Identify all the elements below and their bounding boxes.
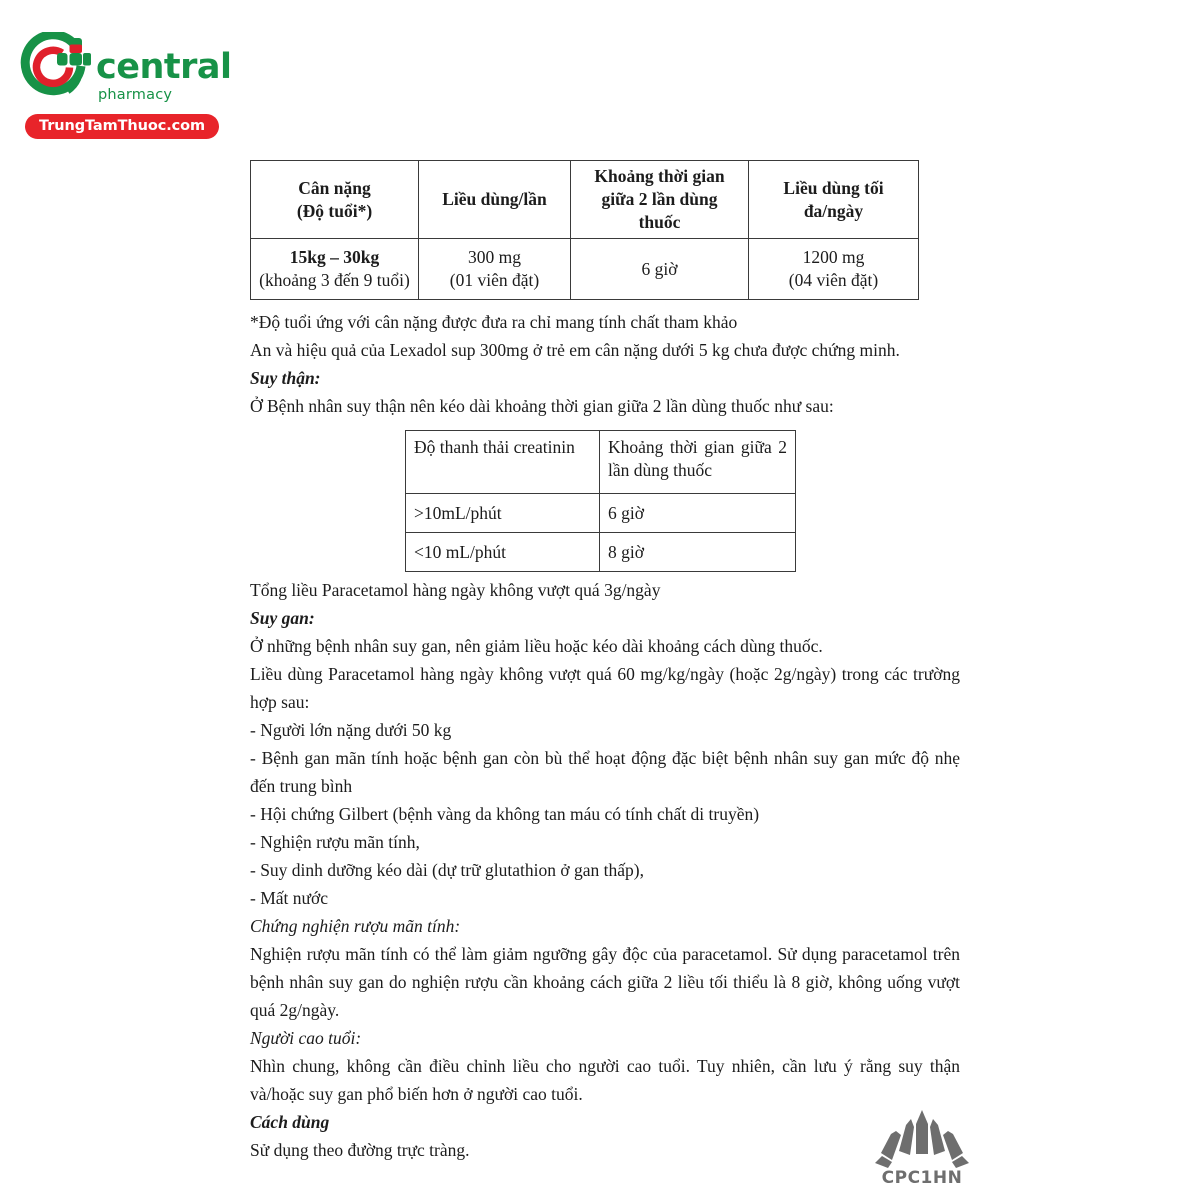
central-pharmacy-logo bbox=[12, 26, 232, 144]
hepatic-line-2: Liều dùng Paracetamol hàng ngày không vượt quá 60 mg/kg/ngày (hoặc 2g/ngày) trong các trường hợp sau: bbox=[250, 664, 960, 713]
table-header-row bbox=[406, 431, 796, 494]
header-interval-line3: thuốc bbox=[638, 212, 681, 233]
header-cell-interval bbox=[571, 161, 749, 239]
header-cell-weight bbox=[251, 161, 419, 239]
cell-clearance-value: <10 mL/phút bbox=[406, 533, 600, 572]
logo-brand-secondary: pharmacy bbox=[98, 87, 173, 103]
cell-dose-amount: 300 mg bbox=[468, 247, 521, 268]
cell-dose-units: (01 viên đặt) bbox=[449, 270, 540, 291]
heading-suy-than: Suy thận: bbox=[250, 368, 321, 389]
renal-total-daily-dose: Tổng liều Paracetamol hàng ngày không vượt quá 3g/ngày bbox=[250, 580, 661, 601]
header-cell-dosing-interval bbox=[600, 431, 796, 494]
header-dosing-interval-line2: lần dùng thuốc bbox=[608, 460, 713, 481]
hepatic-bullet-5: - Suy dinh dưỡng kéo dài (dự trữ glutathion ở gan thấp), bbox=[250, 860, 644, 881]
table-row bbox=[406, 494, 796, 533]
note-safety-under-5kg: An và hiệu quả của Lexadol sup 300mg ở trẻ em cân nặng dưới 5 kg chưa được chứng minh. bbox=[250, 340, 900, 361]
logo-wordmark bbox=[96, 47, 232, 103]
header-cell-max-dose bbox=[749, 161, 919, 239]
renal-interval-table bbox=[405, 430, 796, 572]
header-interval-line1: Khoảng thời gian bbox=[594, 166, 725, 186]
hepatic-bullet-1: - Người lớn nặng dưới 50 kg bbox=[250, 720, 452, 741]
table-row bbox=[251, 239, 919, 300]
cpc1hn-fan-icon bbox=[866, 1108, 978, 1170]
heading-suy-gan: Suy gan: bbox=[250, 608, 315, 629]
header-interval-line2: giữa 2 lần dùng bbox=[601, 189, 718, 210]
cell-interval: 6 giờ bbox=[571, 239, 749, 300]
cpc1hn-watermark-label: CPC1HN bbox=[881, 1168, 963, 1188]
dosage-table bbox=[250, 160, 919, 300]
central-pharmacy-circle-cross-icon bbox=[17, 32, 91, 106]
header-cell-dose bbox=[419, 161, 571, 239]
cpc1hn-watermark bbox=[866, 1108, 978, 1194]
cell-weight-range: 15kg – 30kg bbox=[289, 247, 380, 268]
header-weight-line1: Cân nặng bbox=[298, 177, 371, 198]
cell-max-dose-amount: 1200 mg bbox=[802, 247, 865, 268]
heading-chung-nghien-ruou: Chứng nghiện rượu mãn tính: bbox=[250, 916, 461, 937]
logo-brand-primary: central bbox=[96, 47, 232, 87]
footnote-age-reference: *Độ tuổi ứng với cân nặng được đưa ra chỉ mang tính chất tham khảo bbox=[250, 312, 738, 333]
heading-nguoi-cao-tuoi: Người cao tuổi: bbox=[250, 1028, 362, 1049]
hepatic-bullet-4: - Nghiện rượu mãn tính, bbox=[250, 832, 420, 853]
hepatic-bullet-2: - Bệnh gan mãn tính hoặc bệnh gan còn bù thể hoạt động đặc biệt bệnh nhân suy gan mức độ nhẹ đến trung bình bbox=[250, 748, 960, 797]
elderly-body-text: Nhìn chung, không cần điều chỉnh liều cho người cao tuổi. Tuy nhiên, cần lưu ý rằng suy thận và/hoặc suy gan phổ biến hơn ở người cao tuổi. bbox=[250, 1056, 960, 1105]
administration-body-text: Sử dụng theo đường trực tràng. bbox=[250, 1140, 470, 1161]
cell-max-dose-units: (04 viên đặt) bbox=[788, 270, 879, 291]
cell-weight-age: (khoảng 3 đến 9 tuổi) bbox=[259, 270, 410, 291]
trungtamthuoc-banner-label: TrungTamThuoc.com bbox=[39, 118, 205, 135]
cell-max-dose bbox=[749, 239, 919, 300]
header-cell-creatinine-clearance: Độ thanh thải creatinin bbox=[406, 431, 600, 494]
alcohol-body-text: Nghiện rượu mãn tính có thể làm giảm ngưỡng gây độc của paracetamol. Sử dụng paracetamol trên bệnh nhân suy gan do nghiện rượu cần khoảng cách giữa 2 liều tối thiểu là 8 giờ, không uống vượt quá 2g/ngày. bbox=[250, 944, 960, 1021]
heading-cach-dung: Cách dùng bbox=[250, 1112, 330, 1133]
document-body bbox=[250, 160, 960, 1164]
renal-intro-text: Ở Bệnh nhân suy thận nên kéo dài khoảng thời gian giữa 2 lần dùng thuốc như sau: bbox=[250, 396, 834, 417]
hepatic-bullet-3: - Hội chứng Gilbert (bệnh vàng da không tan máu có tính chất di truyền) bbox=[250, 804, 760, 825]
cell-interval-value: 6 giờ bbox=[600, 494, 796, 533]
cell-dose bbox=[419, 239, 571, 300]
header-dose-line1: Liều dùng/lần bbox=[442, 189, 547, 210]
cell-clearance-value: >10mL/phút bbox=[406, 494, 600, 533]
trungtamthuoc-banner[interactable] bbox=[25, 114, 219, 139]
hepatic-line-1: Ở những bệnh nhân suy gan, nên giảm liều hoặc kéo dài khoảng cách dùng thuốc. bbox=[250, 636, 823, 657]
cell-interval-value: 8 giờ bbox=[600, 533, 796, 572]
table-header-row bbox=[251, 161, 919, 239]
table-row bbox=[406, 533, 796, 572]
header-weight-line2: (Độ tuổi*) bbox=[296, 200, 373, 221]
header-max-dose-line1: Liều dùng tối đa/ngày bbox=[783, 177, 884, 221]
header-dosing-interval-line1: Khoảng thời gian giữa 2 bbox=[608, 437, 787, 458]
cell-weight bbox=[251, 239, 419, 300]
hepatic-bullet-6: - Mất nước bbox=[250, 888, 329, 909]
